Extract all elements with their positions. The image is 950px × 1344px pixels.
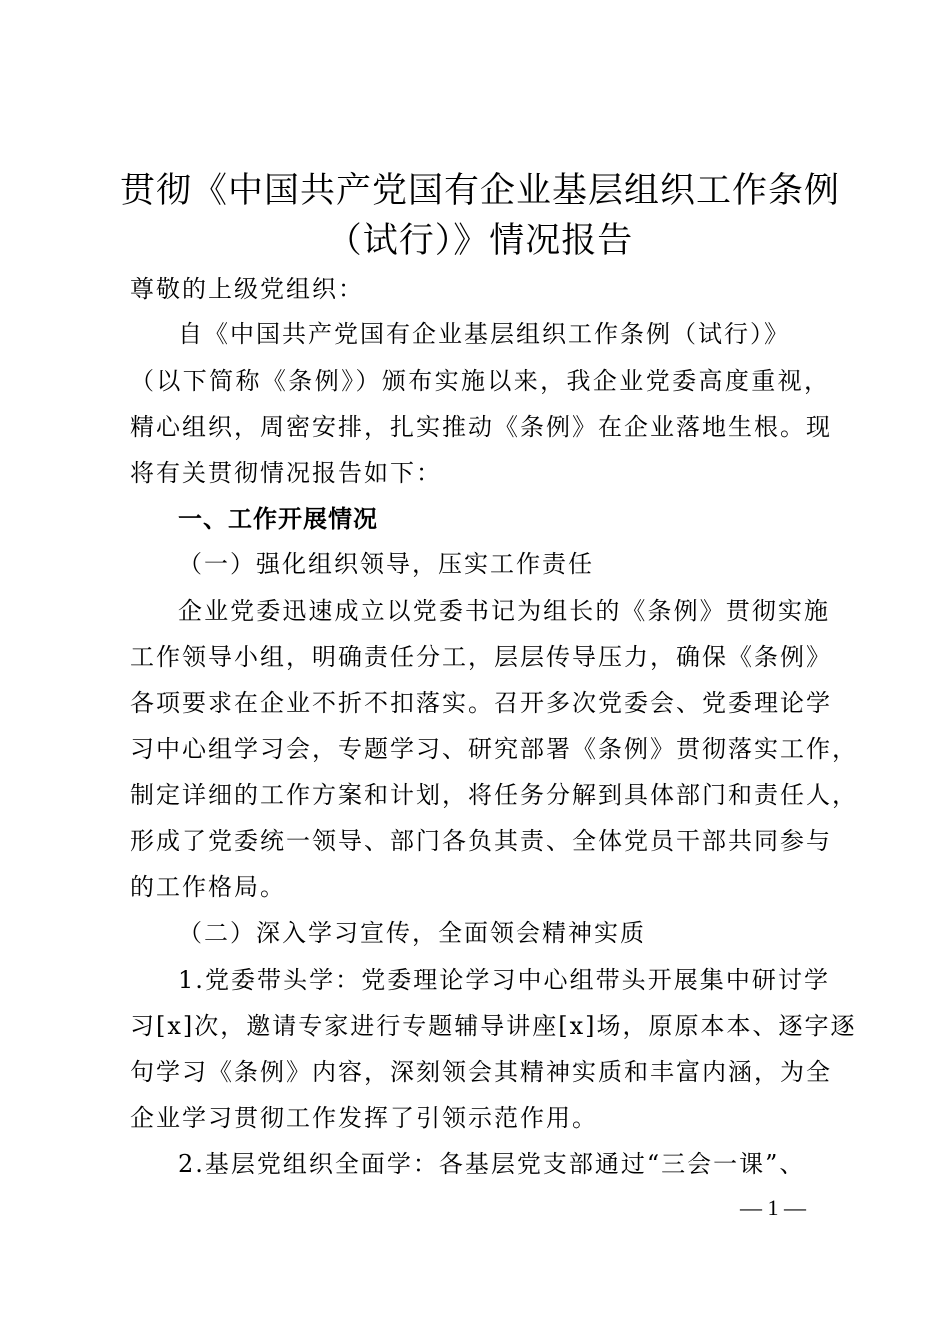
intro-line: 精心组织，周密安排，扎实推动《条例》在企业落地生根。现: [130, 413, 832, 441]
intro-line: 自《中国共产党国有企业基层组织工作条例（试行）》: [178, 320, 790, 348]
body-line: 习中心组学习会，专题学习、研究部署《条例》贯彻落实工作，: [130, 735, 858, 763]
section-heading: 一、工作开展情况: [178, 505, 378, 533]
body-line: 形成了党委统一领导、部门各负其责、全体党员干部共同参与: [130, 827, 832, 855]
body-line: 的工作格局。: [130, 873, 286, 901]
subsection-heading: （二）深入学习宣传，全面领会精神实质: [178, 919, 646, 947]
title-line-1: 贯彻《中国共产党国有企业基层组织工作条例: [120, 171, 841, 211]
body-line: 工作领导小组，明确责任分工，层层传导压力，确保《条例》: [130, 643, 832, 671]
body-line: 企业党委迅速成立以党委书记为组长的《条例》贯彻实施: [178, 597, 830, 625]
item-line: 企业学习贯彻工作发挥了引领示范作用。: [130, 1104, 598, 1132]
salutation: 尊敬的上级党组织：: [130, 275, 364, 303]
item-line: 习[x]次，邀请专家进行专题辅导讲座[x]场，原原本本、逐字逐: [130, 1012, 857, 1040]
body-line: 制定详细的工作方案和计划，将任务分解到具体部门和责任人，: [130, 781, 858, 809]
intro-line: （以下简称《条例》）颁布实施以来，我企业党委高度重视，: [130, 367, 830, 395]
item-line: 1.党委带头学：党委理论学习中心组带头开展集中研讨学: [178, 966, 830, 994]
title-line-2: （试行）》情况报告: [326, 221, 634, 261]
page-number: — 1 —: [740, 1195, 806, 1220]
subsection-heading: （一）强化组织领导，压实工作责任: [178, 550, 594, 578]
intro-line: 将有关贯彻情况报告如下：: [130, 459, 442, 487]
body-line: 各项要求在企业不折不扣落实。召开多次党委会、党委理论学: [130, 689, 832, 717]
item-line: 2.基层党组织全面学：各基层党支部通过“三会一课”、: [178, 1150, 806, 1178]
item-line: 句学习《条例》内容，深刻领会其精神实质和丰富内涵，为全: [130, 1058, 832, 1086]
